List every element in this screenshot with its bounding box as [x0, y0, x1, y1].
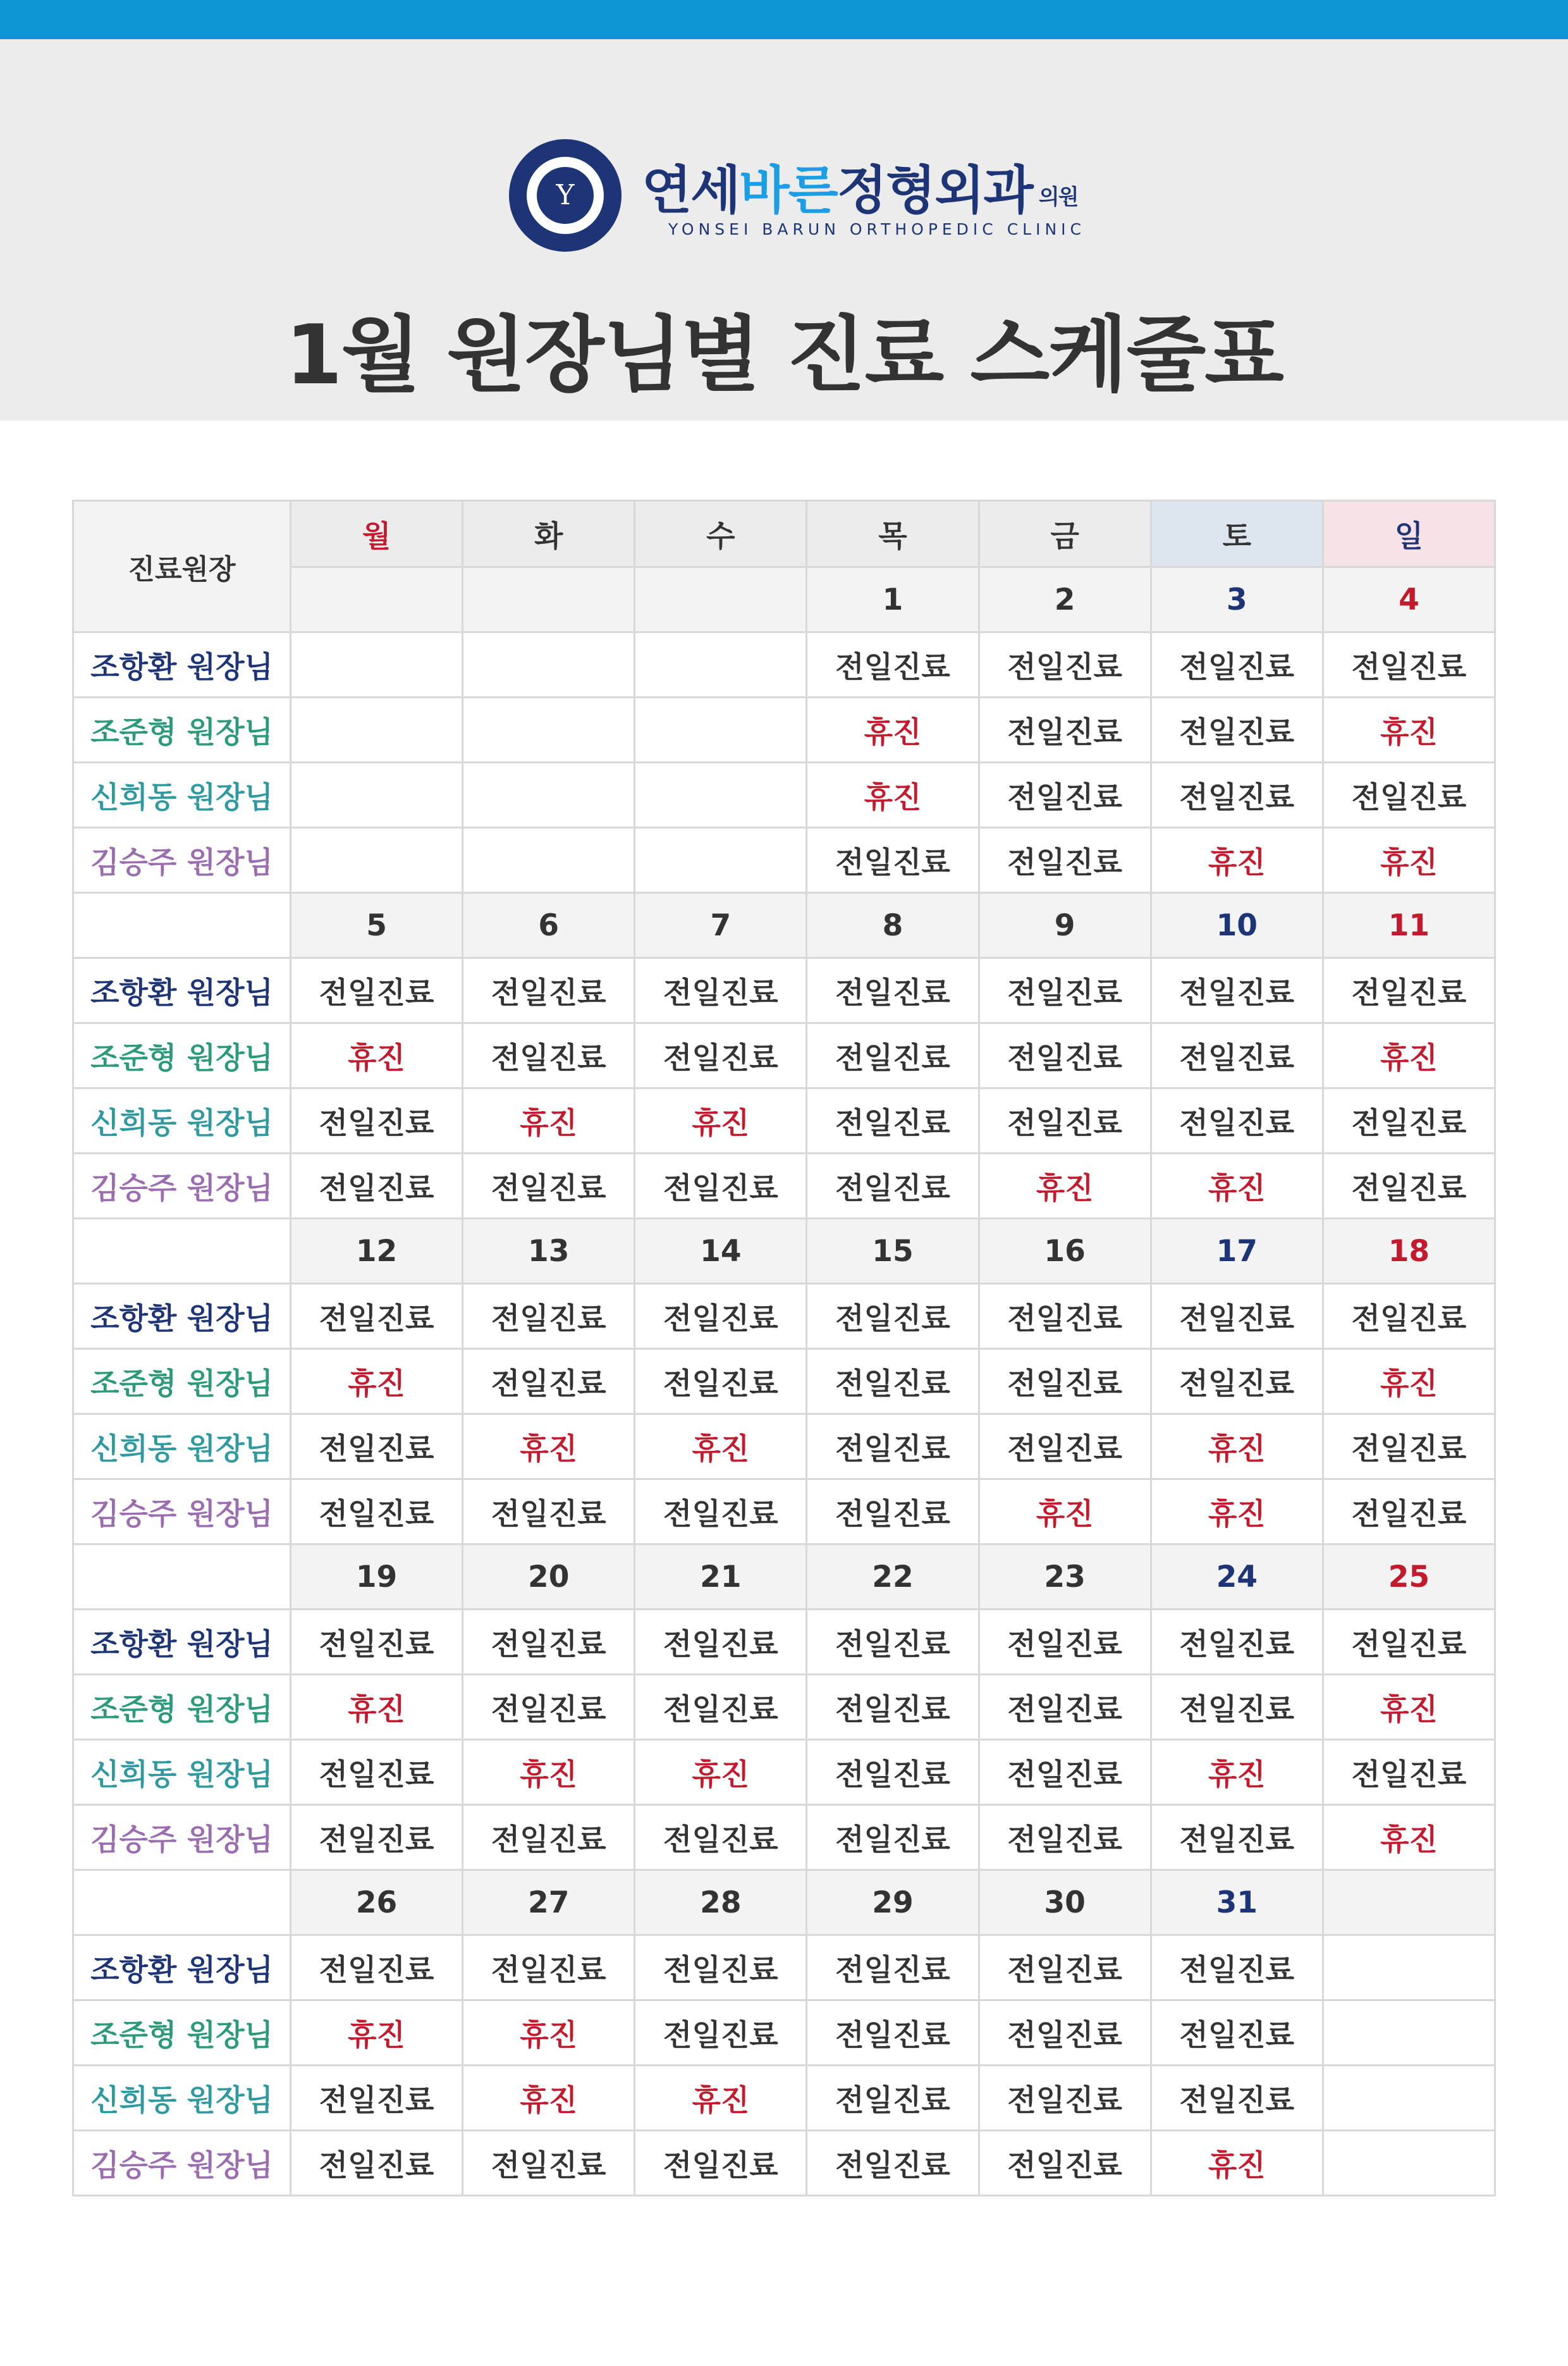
doctor-name: 신희동 원장님 [73, 1740, 291, 1805]
blank-label-cell [73, 893, 291, 958]
schedule-cell [291, 698, 463, 763]
clinic-name-english: YONSEI BARUN ORTHOPEDIC CLINIC [668, 220, 1086, 238]
schedule-cell: 휴진 [291, 2000, 463, 2066]
schedule-cell: 전일진료 [979, 2066, 1151, 2131]
schedule-cell: 휴진 [1323, 828, 1495, 893]
schedule-cell: 전일진료 [291, 958, 463, 1023]
date-cell: 22 [807, 1544, 979, 1610]
schedule-cell [635, 763, 807, 828]
schedule-cell: 휴진 [1151, 1414, 1323, 1479]
schedule-cell: 휴진 [291, 1349, 463, 1414]
date-cell: 24 [1151, 1544, 1323, 1610]
schedule-cell: 전일진료 [979, 632, 1151, 698]
schedule-cell: 전일진료 [635, 958, 807, 1023]
schedule-cell: 휴진 [1323, 1349, 1495, 1414]
schedule-cell: 전일진료 [463, 1154, 635, 1219]
doctor-schedule-row [73, 1479, 1495, 1544]
schedule-cell: 전일진료 [1323, 1610, 1495, 1675]
date-cell [635, 567, 807, 632]
doctor-name: 조항환 원장님 [73, 1935, 291, 2000]
schedule-cell: 전일진료 [1151, 1610, 1323, 1675]
doctor-schedule-row [73, 1805, 1495, 1870]
schedule-cell: 전일진료 [1323, 1088, 1495, 1154]
schedule-cell: 전일진료 [291, 1284, 463, 1349]
weekday-header: 수 [635, 501, 807, 567]
blank-label-cell [73, 1219, 291, 1284]
schedule-cell: 전일진료 [1151, 2066, 1323, 2131]
schedule-cell: 전일진료 [807, 1479, 979, 1544]
doctor-name: 신희동 원장님 [73, 1414, 291, 1479]
schedule-cell: 전일진료 [635, 1154, 807, 1219]
schedule-cell: 전일진료 [291, 1805, 463, 1870]
schedule-cell: 휴진 [1151, 828, 1323, 893]
schedule-cell: 전일진료 [1151, 958, 1323, 1023]
date-cell: 2 [979, 567, 1151, 632]
university-emblem-icon: Y [509, 139, 622, 252]
weekday-header: 금 [979, 501, 1151, 567]
weekday-header: 일 [1323, 501, 1495, 567]
schedule-cell: 전일진료 [463, 1675, 635, 1740]
doctor-name: 김승주 원장님 [73, 2131, 291, 2196]
date-cell: 10 [1151, 893, 1323, 958]
schedule-cell: 전일진료 [807, 1740, 979, 1805]
schedule-cell: 전일진료 [1151, 1805, 1323, 1870]
schedule-cell: 전일진료 [979, 828, 1151, 893]
schedule-cell: 전일진료 [291, 2131, 463, 2196]
date-row [73, 1870, 1495, 1935]
doctor-name: 신희동 원장님 [73, 1088, 291, 1154]
doctor-name: 조항환 원장님 [73, 1284, 291, 1349]
schedule-cell [291, 828, 463, 893]
page-header [0, 39, 1568, 421]
doctor-schedule-row [73, 1740, 1495, 1805]
schedule-cell: 전일진료 [1323, 1284, 1495, 1349]
schedule-cell: 전일진료 [807, 1675, 979, 1740]
blank-label-cell [73, 1870, 291, 1935]
doctor-name: 신희동 원장님 [73, 763, 291, 828]
doctor-name: 조항환 원장님 [73, 632, 291, 698]
weekday-header: 화 [463, 501, 635, 567]
schedule-cell: 전일진료 [979, 1740, 1151, 1805]
schedule-cell [463, 828, 635, 893]
schedule-cell: 전일진료 [291, 1479, 463, 1544]
schedule-cell: 전일진료 [979, 1935, 1151, 2000]
doctor-name: 조항환 원장님 [73, 958, 291, 1023]
doctor-name: 조준형 원장님 [73, 1023, 291, 1088]
doctor-name: 김승주 원장님 [73, 1154, 291, 1219]
schedule-cell: 전일진료 [1151, 1023, 1323, 1088]
schedule-cell: 전일진료 [1151, 2000, 1323, 2066]
weekday-header: 목 [807, 501, 979, 567]
schedule-cell: 전일진료 [807, 1023, 979, 1088]
schedule-cell: 전일진료 [1151, 763, 1323, 828]
date-cell: 20 [463, 1544, 635, 1610]
doctor-name: 조준형 원장님 [73, 2000, 291, 2066]
date-cell [463, 567, 635, 632]
date-cell: 26 [291, 1870, 463, 1935]
schedule-cell [463, 763, 635, 828]
schedule-cell: 전일진료 [1323, 1740, 1495, 1805]
schedule-cell: 전일진료 [807, 1414, 979, 1479]
date-cell: 17 [1151, 1219, 1323, 1284]
doctor-schedule-row [73, 1023, 1495, 1088]
schedule-cell: 휴진 [1323, 1805, 1495, 1870]
doctor-schedule-row [73, 828, 1495, 893]
schedule-cell: 전일진료 [979, 2000, 1151, 2066]
date-cell: 9 [979, 893, 1151, 958]
doctor-schedule-row [73, 958, 1495, 1023]
schedule-cell [1323, 2066, 1495, 2131]
schedule-cell: 전일진료 [291, 1414, 463, 1479]
date-cell: 4 [1323, 567, 1495, 632]
schedule-cell: 휴진 [1151, 1154, 1323, 1219]
doctor-name: 조준형 원장님 [73, 698, 291, 763]
schedule-cell [463, 632, 635, 698]
schedule-cell: 전일진료 [807, 2000, 979, 2066]
schedule-cell: 전일진료 [291, 1088, 463, 1154]
blank-label-cell [73, 1544, 291, 1610]
doctor-schedule-row [73, 632, 1495, 698]
doctor-name: 김승주 원장님 [73, 828, 291, 893]
schedule-cell: 전일진료 [635, 2131, 807, 2196]
schedule-cell [291, 632, 463, 698]
schedule-cell: 전일진료 [1323, 763, 1495, 828]
doctor-schedule-row [73, 698, 1495, 763]
date-cell: 18 [1323, 1219, 1495, 1284]
schedule-cell: 전일진료 [979, 1023, 1151, 1088]
page-title: 1월 원장님별 진료 스케줄표 [285, 307, 1283, 403]
schedule-cell: 전일진료 [979, 2131, 1151, 2196]
schedule-cell: 휴진 [807, 698, 979, 763]
weekday-header-row [73, 501, 1495, 567]
date-cell: 6 [463, 893, 635, 958]
schedule-cell: 휴진 [979, 1154, 1151, 1219]
date-row [73, 893, 1495, 958]
schedule-cell [635, 698, 807, 763]
schedule-cell: 전일진료 [1151, 1349, 1323, 1414]
clinic-name: 연세바른정형외과 의원 [642, 161, 1078, 221]
doctor-column-header: 진료원장 [73, 501, 291, 632]
schedule-cell: 전일진료 [807, 958, 979, 1023]
date-cell: 28 [635, 1870, 807, 1935]
schedule-cell: 전일진료 [635, 1023, 807, 1088]
date-cell: 5 [291, 893, 463, 958]
schedule-cell: 전일진료 [807, 632, 979, 698]
schedule-cell: 전일진료 [463, 2131, 635, 2196]
schedule-cell: 전일진료 [635, 1805, 807, 1870]
doctor-schedule-row [73, 1610, 1495, 1675]
schedule-cell: 전일진료 [1151, 632, 1323, 698]
schedule-cell: 전일진료 [807, 1935, 979, 2000]
date-cell: 14 [635, 1219, 807, 1284]
schedule-cell: 전일진료 [979, 958, 1151, 1023]
weekday-header: 월 [291, 501, 463, 567]
schedule-cell: 휴진 [463, 2066, 635, 2131]
schedule-cell [635, 828, 807, 893]
schedule-cell: 전일진료 [807, 1610, 979, 1675]
schedule-cell: 휴진 [1151, 1479, 1323, 1544]
schedule-cell: 전일진료 [807, 1349, 979, 1414]
schedule-cell: 전일진료 [979, 1349, 1151, 1414]
schedule-cell [1323, 1935, 1495, 2000]
doctor-name: 김승주 원장님 [73, 1479, 291, 1544]
doctor-schedule-row [73, 1088, 1495, 1154]
schedule-cell: 휴진 [1323, 1023, 1495, 1088]
date-cell: 1 [807, 567, 979, 632]
doctor-schedule-row [73, 1935, 1495, 2000]
schedule-cell: 전일진료 [463, 958, 635, 1023]
date-cell: 30 [979, 1870, 1151, 1935]
schedule-cell: 휴진 [291, 1023, 463, 1088]
doctor-schedule-row [73, 1675, 1495, 1740]
schedule-cell: 전일진료 [463, 1479, 635, 1544]
schedule-cell: 전일진료 [979, 763, 1151, 828]
schedule-cell: 전일진료 [1151, 1935, 1323, 2000]
schedule-cell: 전일진료 [979, 1675, 1151, 1740]
schedule-table [72, 500, 1496, 2197]
schedule-cell: 전일진료 [1323, 1414, 1495, 1479]
schedule-cell: 전일진료 [635, 1675, 807, 1740]
schedule-cell: 전일진료 [635, 1935, 807, 2000]
date-cell: 21 [635, 1544, 807, 1610]
schedule-cell: 휴진 [1323, 698, 1495, 763]
doctor-name: 조준형 원장님 [73, 1675, 291, 1740]
schedule-cell: 전일진료 [1323, 958, 1495, 1023]
schedule-cell: 전일진료 [807, 1284, 979, 1349]
date-cell: 11 [1323, 893, 1495, 958]
schedule-cell: 전일진료 [291, 1935, 463, 2000]
schedule-cell: 휴진 [1323, 1675, 1495, 1740]
schedule-cell: 휴진 [979, 1479, 1151, 1544]
doctor-name: 신희동 원장님 [73, 2066, 291, 2131]
schedule-cell: 전일진료 [979, 1284, 1151, 1349]
date-cell: 23 [979, 1544, 1151, 1610]
schedule-cell [291, 763, 463, 828]
schedule-cell: 전일진료 [291, 2066, 463, 2131]
schedule-cell: 휴진 [291, 1675, 463, 1740]
date-cell [1323, 1870, 1495, 1935]
schedule-cell: 전일진료 [635, 2000, 807, 2066]
schedule-cell: 전일진료 [979, 1088, 1151, 1154]
schedule-cell: 전일진료 [979, 1610, 1151, 1675]
schedule-cell: 전일진료 [635, 1610, 807, 1675]
schedule-cell: 전일진료 [463, 1284, 635, 1349]
schedule-cell: 전일진료 [807, 828, 979, 893]
schedule-cell [463, 698, 635, 763]
weekday-header: 토 [1151, 501, 1323, 567]
schedule-cell: 전일진료 [807, 1154, 979, 1219]
schedule-cell: 휴진 [807, 763, 979, 828]
schedule-cell: 전일진료 [1323, 1154, 1495, 1219]
schedule-cell: 전일진료 [463, 1349, 635, 1414]
schedule-cell: 휴진 [463, 1740, 635, 1805]
date-cell: 19 [291, 1544, 463, 1610]
schedule-cell: 전일진료 [463, 1935, 635, 2000]
schedule-cell: 전일진료 [1323, 632, 1495, 698]
schedule-cell: 전일진료 [979, 1805, 1151, 1870]
date-row [73, 1544, 1495, 1610]
schedule-cell: 휴진 [463, 2000, 635, 2066]
schedule-cell: 휴진 [463, 1414, 635, 1479]
doctor-schedule-row [73, 1414, 1495, 1479]
date-cell: 16 [979, 1219, 1151, 1284]
date-cell: 31 [1151, 1870, 1323, 1935]
schedule-cell: 휴진 [1151, 2131, 1323, 2196]
schedule-cell: 전일진료 [1151, 1675, 1323, 1740]
schedule-cell: 전일진료 [1151, 1088, 1323, 1154]
doctor-schedule-row [73, 2066, 1495, 2131]
date-cell: 15 [807, 1219, 979, 1284]
doctor-schedule-row [73, 763, 1495, 828]
schedule-cell: 전일진료 [463, 1023, 635, 1088]
schedule-cell: 전일진료 [463, 1610, 635, 1675]
schedule-cell: 전일진료 [807, 2131, 979, 2196]
schedule-cell: 전일진료 [1151, 1284, 1323, 1349]
date-cell: 3 [1151, 567, 1323, 632]
doctor-schedule-row [73, 1349, 1495, 1414]
date-cell: 13 [463, 1219, 635, 1284]
doctor-name: 조항환 원장님 [73, 1610, 291, 1675]
date-cell: 25 [1323, 1544, 1495, 1610]
doctor-schedule-row [73, 1284, 1495, 1349]
schedule-cell: 전일진료 [635, 1349, 807, 1414]
schedule-cell: 전일진료 [807, 1088, 979, 1154]
schedule-cell: 전일진료 [807, 2066, 979, 2131]
date-cell: 29 [807, 1870, 979, 1935]
schedule-cell: 전일진료 [463, 1805, 635, 1870]
schedule-cell: 전일진료 [291, 1154, 463, 1219]
date-row [73, 1219, 1495, 1284]
date-cell: 27 [463, 1870, 635, 1935]
date-cell: 12 [291, 1219, 463, 1284]
schedule-cell: 전일진료 [635, 1479, 807, 1544]
doctor-schedule-row [73, 1154, 1495, 1219]
doctor-name: 김승주 원장님 [73, 1805, 291, 1870]
schedule-cell [1323, 2131, 1495, 2196]
schedule-cell: 휴진 [463, 1088, 635, 1154]
doctor-schedule-row [73, 2131, 1495, 2196]
date-cell: 7 [635, 893, 807, 958]
schedule-cell: 전일진료 [1151, 698, 1323, 763]
date-cell: 8 [807, 893, 979, 958]
schedule-cell: 전일진료 [1323, 1479, 1495, 1544]
schedule-cell: 휴진 [635, 2066, 807, 2131]
schedule-cell: 전일진료 [979, 698, 1151, 763]
schedule-cell: 전일진료 [807, 1805, 979, 1870]
schedule-cell: 휴진 [635, 1740, 807, 1805]
date-cell [291, 567, 463, 632]
schedule-cell [635, 632, 807, 698]
schedule-cell: 휴진 [635, 1088, 807, 1154]
top-accent-bar [0, 0, 1568, 39]
schedule-cell: 전일진료 [291, 1610, 463, 1675]
schedule-cell: 휴진 [635, 1414, 807, 1479]
doctor-name: 조준형 원장님 [73, 1349, 291, 1414]
schedule-cell [1323, 2000, 1495, 2066]
doctor-schedule-row [73, 2000, 1495, 2066]
schedule-cell: 전일진료 [635, 1284, 807, 1349]
schedule-cell: 휴진 [1151, 1740, 1323, 1805]
clinic-logo [509, 114, 1086, 247]
schedule-cell: 전일진료 [979, 1414, 1151, 1479]
schedule-cell: 전일진료 [291, 1740, 463, 1805]
